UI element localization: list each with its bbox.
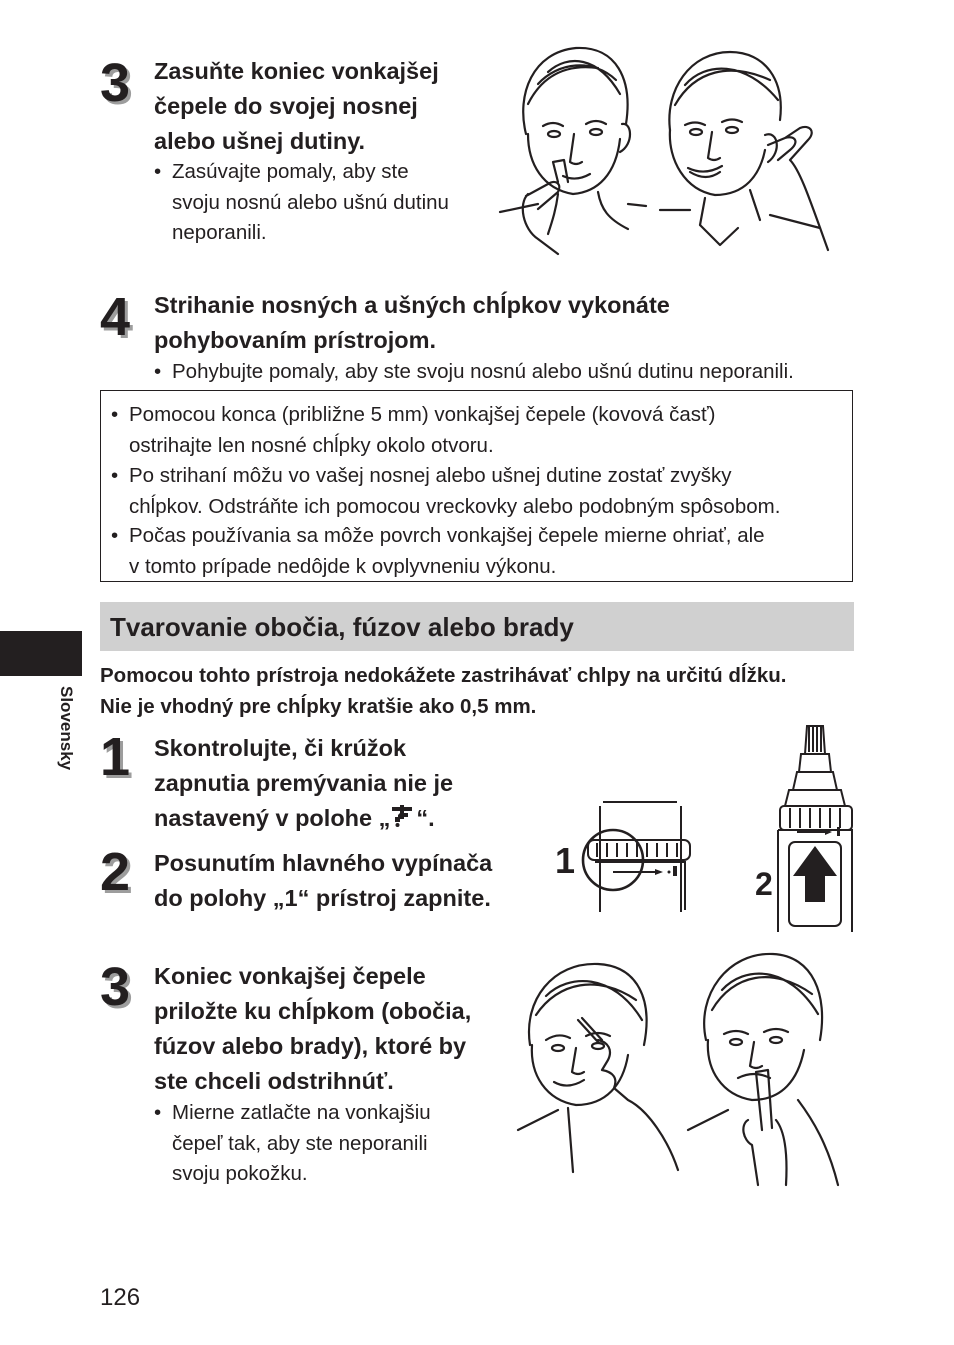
nose-trimming-illustration (498, 44, 648, 259)
eyebrow-trimming-illustration (518, 960, 683, 1175)
step-4-bullet: • Pohybujte pomaly, aby ste svoju nosnú alebo ušnú dutinu neporanili. (154, 360, 794, 383)
step-1-instruction: Skontrolujte, či krúžok zapnutia premývania nie je nastavený v polohe „ “. (154, 735, 454, 831)
step-4-number: 4 (100, 287, 130, 347)
step-3b-instruction: Koniec vonkajšej čepele priložte ku chĺpkom (obočia, fúzov alebo brady), ktoré by ste chceli odstrihnúť. (154, 963, 472, 1094)
step-3-instruction: Zasuňte koniec vonkajšej čepele do svojej nosnej alebo ušnej dutiny. (154, 58, 439, 154)
step-3b-number: 3 (100, 957, 130, 1017)
section-heading: Tvarovanie obočia, fúzov alebo brady (100, 602, 854, 651)
page-number: 126 (100, 1284, 141, 1311)
trimmer-switch-illustration (775, 724, 855, 934)
step-3b-bullet: • Mierne zatlačte na vonkajšiu čepeľ tak, aby ste neporanili svoju pokožku. (154, 1101, 431, 1185)
step-2-number: 2 (100, 842, 130, 902)
step-2-instruction: Posunutím hlavného vypínača do polohy „1“ prístroj zapnite. (154, 850, 493, 911)
ring-callout-label: 1 (555, 840, 576, 881)
step-4-instruction: Strihanie nosných a ušných chĺpkov vykonáte pohybovaním prístrojom. (154, 292, 670, 353)
language-label: Slovensky (57, 686, 76, 771)
step-3-bullet: • Zasúvajte pomaly, aby ste svoju nosnú alebo ušnú dutinu neporanili. (154, 160, 449, 244)
note-item: • Počas používania sa môže povrch vonkajšej čepele mierne ohriať, ale v tomto prípade nedôjde k ovplyvneniu výkonu. (111, 524, 765, 578)
washing-ring-illustration (585, 800, 695, 915)
section-intro: Pomocou tohto prístroja nedokážete zastrihávať chlpy na určitú dĺžku. Nie je vhodný pre chĺpky kratšie ako 0,5 mm. (100, 664, 787, 718)
note-item: • Pomocou konca (približne 5 mm) vonkajšej čepele (kovová časť) ostrihajte len nosné chĺpky okolo otvoru. (111, 403, 716, 457)
notes-box (100, 390, 853, 582)
switch-callout-label: 2 (755, 866, 773, 902)
language-tab-marker (0, 631, 82, 676)
step-1-number: 1 (100, 727, 130, 787)
note-item: • Po strihaní môžu vo vašej nosnej alebo ušnej dutine zostať zvyšky chĺpkov. Odstráňte ich pomocou vreckovky alebo podobným spôsobom. (111, 464, 781, 518)
ear-trimming-illustration (660, 50, 830, 255)
faucet-icon (390, 805, 416, 829)
moustache-trimming-illustration (688, 950, 853, 1190)
step-3-number: 3 (100, 53, 130, 113)
